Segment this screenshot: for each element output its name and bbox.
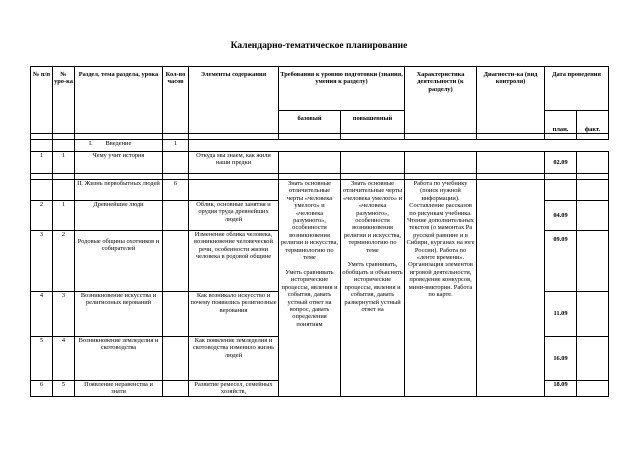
header-requirements: Требования к уровню подготовки (знания, умения к разделу)	[279, 67, 405, 111]
table-row: 1 1 Чему учит история Откуда мы знаем, как жили наши предки 02.09	[31, 152, 609, 174]
section-hours: 6	[163, 180, 189, 201]
requirements-basic: Знать основные отличительные черты «человека умелого» и «человека разумного», особенности возникновения религии и искусства, терминологию по теме Уметь сравнивать исторические процессы, явления и события, давать устный ответ на вопрос, давать определения понятиям	[279, 180, 341, 397]
header-diagnostics: Диагности-ка (вид контроля)	[477, 67, 545, 134]
table-row: 4 3 Возникновение искусства и религиозных верований Как возникало искусство и почему появились религиозные верования 11.09	[31, 292, 609, 337]
activity-text: Работа по учебнику (поиск нужной информации). Составление рассказов по рисункам учебника. Чтение дополнительных текстов (о мамонтах Ра русской равнине и в Сибири, курганах на юге России). Работа по «ленте времени». Организация элементов игровой деятельности, проведение конкурсов, мини-викторин. Работа по карте.	[405, 180, 477, 397]
header-fact: факт.	[577, 111, 609, 134]
header-num: № п/п	[31, 67, 53, 134]
table-row: 2 1 Древнейшие люди Облик, основные занятия и орудия труда древнейших людей 04.09	[31, 201, 609, 231]
table-row: 5 4 Возникновение земледелия и скотоводства Как появление земледелия и скотоводства изменило жизнь людей 16.09	[31, 337, 609, 381]
section-row	[31, 180, 609, 201]
header-topic: Раздел, тема раздела, урока	[75, 67, 163, 134]
page-title: Календарно-тематическое планирование	[230, 41, 408, 51]
header-hours: Кол-во часов	[163, 67, 189, 134]
planning-table	[30, 66, 609, 397]
header-content: Элементы содержания	[189, 67, 279, 134]
requirements-advanced: Знать основные отличительные черты «человека умелого» и «человека разумного», особенности возникновения религии и искусства, терминологию по теме Уметь сравнивать, обобщать и объяснять исторические процессы, явления и события, давать развернутый устный ответ на	[341, 180, 405, 397]
section-title: Введение	[105, 140, 132, 147]
section-hours: 1	[163, 140, 189, 152]
header-advanced: повышенный	[341, 111, 405, 134]
header-plan: план.	[545, 111, 577, 134]
section-row	[31, 140, 609, 152]
header-date: Дата проведения	[545, 67, 609, 111]
header-activity: Характеристика деятельности (к разделу)	[405, 67, 477, 134]
section-num: I.	[89, 140, 93, 147]
header-lesson: № уро-ка	[53, 67, 75, 134]
table-row: 6 5 Появление неравенства и знати Развитие ремесел, семейных хозяйств, 18.09	[31, 381, 609, 397]
section-title: II. Жизнь первобытных людей	[75, 180, 163, 201]
table-row: 3 2 Родовые общины охотников и собирателей Изменение облика человека, возникновение человеческой речи, особенности жизни человека в родовой общине 09.09	[31, 231, 609, 292]
header-basic: базовый	[279, 111, 341, 134]
